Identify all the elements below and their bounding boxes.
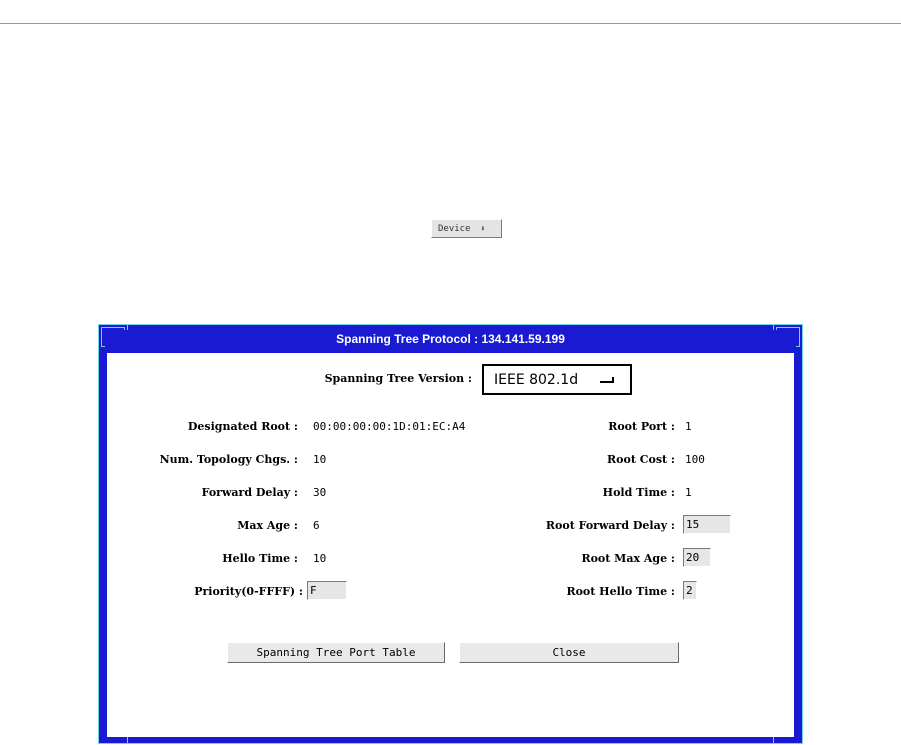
designated-root-value: 00:00:00:00:1D:01:EC:A4 — [313, 420, 466, 433]
close-button[interactable]: Close — [459, 642, 679, 663]
root-max-age-field[interactable]: 20 — [683, 548, 711, 567]
forward-delay-label: Forward Delay : — [201, 486, 298, 499]
top-divider — [0, 23, 901, 24]
hello-time-value: 10 — [313, 552, 327, 565]
hold-time-label: Hold Time : — [602, 486, 675, 499]
option-menu-arrow-icon: ⬍ — [480, 224, 486, 233]
option-menu-indicator-icon — [600, 381, 614, 383]
root-port-label: Root Port : — [608, 420, 675, 433]
num-topology-chgs-value: 10 — [313, 453, 327, 466]
spanning-tree-version-select[interactable] — [482, 364, 632, 395]
root-hello-time-label: Root Hello Time : — [566, 585, 675, 598]
dialog-title[interactable]: Spanning Tree Protocol : 134.141.59.199 — [105, 330, 796, 348]
max-age-label: Max Age : — [237, 519, 298, 532]
root-cost-label: Root Cost : — [607, 453, 675, 466]
device-menu-label: Device — [438, 223, 471, 234]
device-menu-button[interactable] — [431, 219, 502, 238]
num-topology-chgs-label: Num. Topology Chgs. : — [159, 453, 298, 466]
root-hello-time-field[interactable]: 2 — [683, 581, 697, 600]
priority-field[interactable]: F — [307, 581, 347, 600]
max-age-value: 6 — [313, 519, 320, 532]
hello-time-label: Hello Time : — [222, 552, 298, 565]
dialog-body — [107, 353, 794, 737]
root-max-age-label: Root Max Age : — [581, 552, 675, 565]
root-forward-delay-label: Root Forward Delay : — [545, 519, 675, 532]
spanning-tree-port-table-button[interactable]: Spanning Tree Port Table — [227, 642, 445, 663]
root-forward-delay-field[interactable]: 15 — [683, 515, 731, 534]
spanning-tree-version-value: IEEE 802.1d — [494, 371, 579, 388]
spanning-tree-dialog — [98, 324, 803, 744]
spanning-tree-version-label: Spanning Tree Version : — [324, 372, 472, 385]
root-port-value: 1 — [685, 420, 692, 433]
root-cost-value: 100 — [685, 453, 705, 466]
hold-time-value: 1 — [685, 486, 692, 499]
priority-label: Priority(0-FFFF) : — [194, 585, 303, 598]
forward-delay-value: 30 — [313, 486, 327, 499]
designated-root-label: Designated Root : — [187, 420, 298, 433]
